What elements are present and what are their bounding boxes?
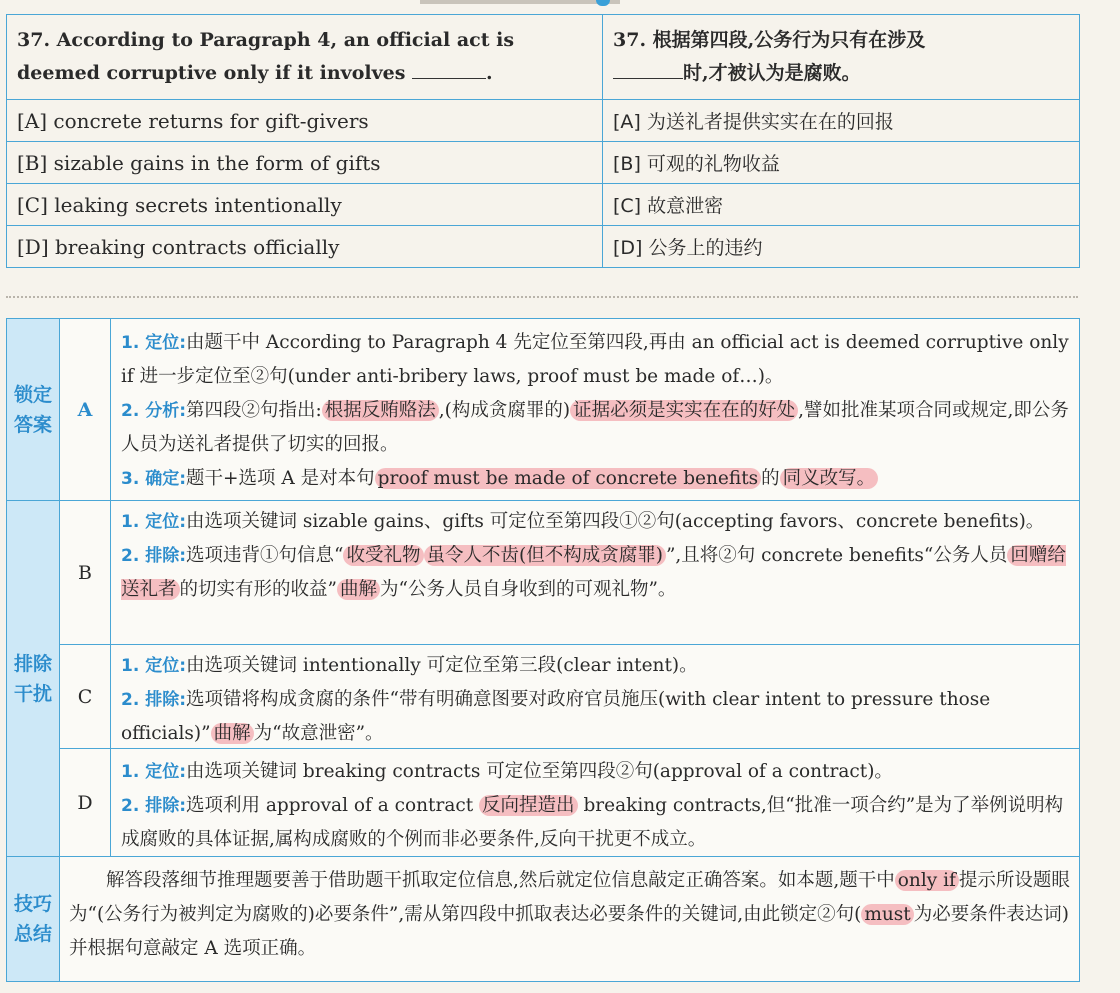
option-en: [C] leaking secrets intentionally — [7, 184, 603, 225]
option-letter-a: A — [60, 319, 111, 500]
divider — [60, 644, 1079, 645]
highlight: 曲解 — [337, 579, 380, 600]
option-letter-c: C — [60, 645, 111, 748]
english-stem: 37. According to Paragraph 4, an official act is deemed corruptive only if it involves . — [7, 15, 603, 99]
highlight: 回赠给送礼者 — [121, 545, 1066, 600]
highlight: 收受礼物 — [343, 545, 423, 566]
exclude-band — [7, 501, 60, 856]
analysis-d: 1. 定位:由选项关键词 breaking contracts 可定位至第四段②句(approval of a contract)。 2. 排除:选项利用 approval of a contract 反向捏造出 breaking contracts,但“批准一项合约”是为了举例说明构成腐败的具体证据,属构成腐败的个例而非必要条件,反向干扰更不成立。 — [121, 761, 1064, 850]
highlight: 曲解 — [211, 723, 254, 744]
highlight: 同义改写。 — [780, 468, 879, 489]
highlight: proof must be made of concrete benefits — [375, 468, 762, 489]
divider — [7, 500, 1079, 501]
option-en: [A] concrete returns for gift-givers — [7, 100, 603, 141]
highlight: 证据必须是实实在在的好处 — [570, 400, 798, 421]
chinese-stem: 37. 根据第四段,公务行为只有在涉及 时,才被认为是腐败。 — [613, 29, 926, 84]
top-tab-marker — [596, 0, 610, 6]
lock-answer-band — [7, 319, 60, 500]
highlight: only if — [895, 870, 959, 891]
analysis-table — [6, 318, 1080, 982]
question-table — [6, 14, 1080, 268]
tips-summary: 解答段落细节推理题要善于借助题干抓取定位信息,然后就定位信息敲定正确答案。如本题,题干中 only if 提示所设题眼为“(公务行为被判定为腐败的)必要条件”,需从第四段中抓取表达必要条件的关键词,由此锁定②句( must 为必要条件表达词)并根据句意敲定 A 选项正确。 — [69, 870, 1070, 959]
dotted-divider — [6, 296, 1078, 298]
option-row — [7, 142, 1079, 184]
tips-label: 技巧 总结 — [13, 893, 52, 945]
option-row — [7, 184, 1079, 226]
tips-band — [7, 857, 60, 981]
top-border-strip — [420, 0, 620, 4]
option-en: [D] breaking contracts officially — [7, 226, 603, 267]
exclude-label: 排除 干扰 — [13, 652, 52, 705]
option-row — [7, 100, 1079, 142]
highlight: 反向捏造出 — [479, 795, 578, 816]
analysis-b: 1. 定位:由选项关键词 sizable gains、gifts 可定位至第四段①②句(accepting favors、concrete benefits)。 2. 排除:选项违背①句信息“ 收受礼物 虽令人不齿(但不构成贪腐罪) ”,且将②句 concrete benefits“公务人员 回赠给送礼者 的切实有形的收益” 曲解 为“公务人员自身收到的可观礼物”。 — [121, 511, 1066, 600]
question-stem-row — [7, 15, 1079, 100]
option-en: [B] sizable gains in the form of gifts — [7, 142, 603, 183]
answer-blank — [412, 77, 486, 79]
highlight: must — [861, 904, 913, 925]
highlight: 虽令人不齿(但不构成贪腐罪) — [424, 545, 666, 566]
option-letter-b: B — [60, 501, 111, 644]
analysis-c: 1. 定位:由选项关键词 intentionally 可定位至第三段(clear intent)。 2. 排除:选项错将构成贪腐的条件“带有明确意图要对政府官员施压(with clear intent to pressure those officials)” 曲解 为“故意泄密”。 — [121, 655, 991, 744]
option-row — [7, 226, 1079, 267]
answer-blank-cn — [613, 77, 683, 79]
option-cn: [D] 公务上的违约 — [613, 237, 763, 259]
option-cn: [C] 故意泄密 — [613, 195, 724, 217]
analysis-a: 1. 定位:由题干中 According to Paragraph 4 先定位至第四段,再由 an official act is deemed corruptive only if 进一步定位至②句(under anti-bribery laws, proof must be made of…)。 2. 分析:第四段②句指出: 根据反贿赂法 ,(构成贪腐罪的) 证据必须是实实在在的好处 ,譬如批准某项合同或规定,即公务人员为送礼者提供了切实的回报。 3. 确定:题干+选项 A 是对本句 proof must be made of concrete benefits 的 同义改写。 — [121, 332, 1069, 489]
option-cn: [B] 可观的礼物收益 — [613, 153, 780, 175]
lock-answer-label: 锁定 答案 — [13, 383, 52, 436]
highlight: 根据反贿赂法 — [322, 400, 439, 421]
option-cn: [A] 为送礼者提供实实在在的回报 — [613, 111, 894, 133]
option-letter-d: D — [60, 749, 111, 856]
